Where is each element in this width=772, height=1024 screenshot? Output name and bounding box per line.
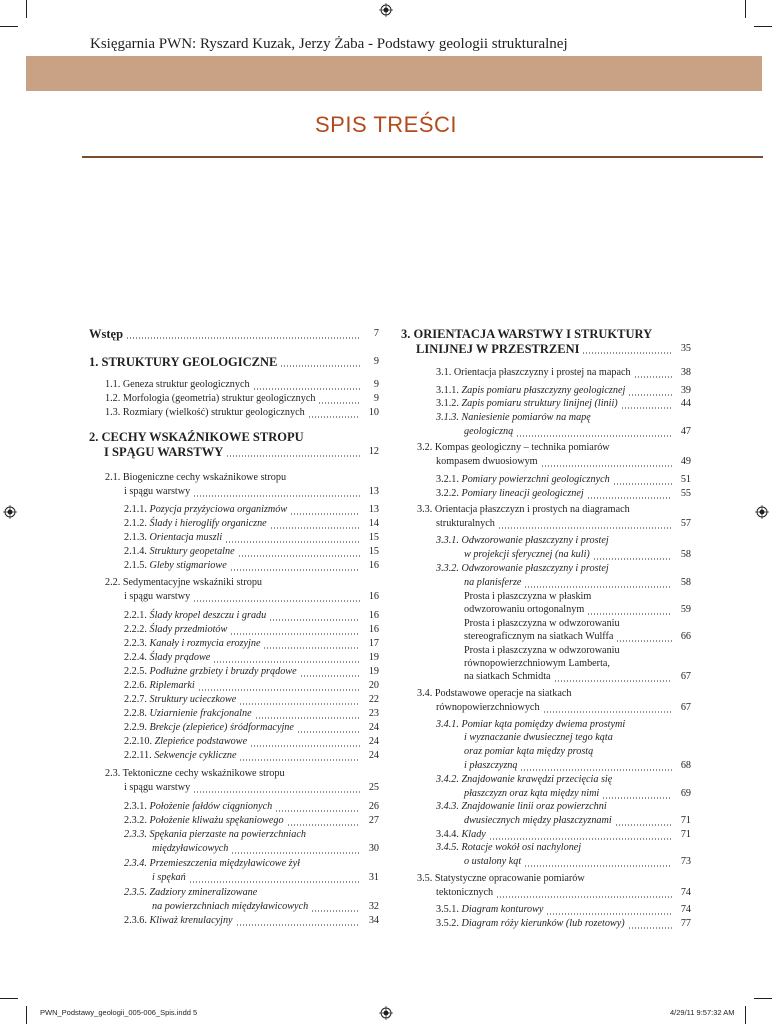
toc-entry[interactable] <box>124 749 379 763</box>
toc-entry-number: 3.5.2. <box>436 918 459 929</box>
toc-entry-page: 12 <box>368 446 379 457</box>
toc-entry-page: 24 <box>368 750 379 761</box>
leader-dots <box>489 838 672 840</box>
toc-entry[interactable] <box>105 392 379 406</box>
toc-entry-page: 15 <box>368 532 379 543</box>
toc-entry-3-3-2-line1: 3.3.2. Odwzorowanie płaszczyzny i prostej <box>436 563 609 574</box>
toc-entry-label: Zlepieńce podstawowe <box>154 736 248 747</box>
toc-entry-number: 2.1.2. <box>124 518 147 529</box>
toc-entry[interactable] <box>464 787 691 801</box>
toc-entry-label: Klady <box>461 829 486 840</box>
toc-entry-label: Sekwencje cykliczne <box>154 750 237 761</box>
toc-entry[interactable] <box>464 855 691 869</box>
leader-dots <box>193 600 360 602</box>
toc-entry[interactable] <box>124 531 379 545</box>
page-title: SPIS TREŚCI <box>314 112 458 137</box>
crop-mark <box>0 26 18 27</box>
toc-chapter-2-line1: 2. CECHY WSKAŹNIKOWE STROPU <box>89 430 304 444</box>
leader-dots <box>189 881 360 883</box>
leader-dots <box>280 365 360 367</box>
toc-entry-number: 3.2.1. <box>436 474 459 485</box>
leader-dots <box>269 619 360 621</box>
leader-dots <box>270 527 360 529</box>
leader-dots <box>587 613 672 615</box>
toc-entry-page: 16 <box>368 624 379 635</box>
toc-entry-label: tektonicznych <box>436 887 494 898</box>
toc-entry-page: 9 <box>373 379 379 390</box>
toc-entry-label: Pomiary lineacji geologicznej <box>461 488 584 499</box>
toc-entry[interactable] <box>152 900 379 914</box>
toc-section-3-2-line1: 3.2. Kompas geologiczny – technika pomiarów <box>417 442 610 453</box>
toc-entry-label: i spągu warstwy <box>124 591 191 602</box>
footer-timestamp: 4/29/11 9:57:32 AM <box>670 1008 735 1017</box>
toc-subentry-b-line1: Prosta i płaszczyzna w odwzorowaniu <box>464 618 620 629</box>
toc-entry-page: 58 <box>680 577 691 588</box>
leader-dots <box>300 675 360 677</box>
toc-entry-label: Wstęp <box>89 327 124 341</box>
toc-entry-number: 3.1.2. <box>436 398 459 409</box>
toc-entry-label: kompasem dwuosiowym <box>436 456 538 467</box>
toc-entry-section-2-1[interactable] <box>124 485 379 499</box>
toc-entry[interactable] <box>124 679 379 693</box>
toc-entry[interactable] <box>124 814 379 828</box>
toc-entry[interactable] <box>436 487 691 501</box>
toc-entry-page: 16 <box>368 560 379 571</box>
toc-entry[interactable] <box>124 800 379 814</box>
leader-dots <box>193 791 360 793</box>
toc-entry-3-4-1-line3: oraz pomiar kąta między prostą <box>464 746 594 757</box>
toc-entry-page: 57 <box>680 518 691 529</box>
toc-entry-label: na planisferze <box>464 577 522 588</box>
toc-section-2-1-line1: 2.1. Biogeniczne cechy wskaźnikowe stropu <box>105 472 287 483</box>
toc-entry-number: 2.2.7. <box>124 694 147 705</box>
registration-mark-icon <box>755 505 769 519</box>
toc-entry[interactable] <box>124 545 379 559</box>
toc-entry[interactable] <box>124 651 379 665</box>
toc-entry[interactable] <box>124 559 379 573</box>
toc-entry-number: 2.2.8. <box>124 708 147 719</box>
toc-entry-number: 2.3.1. <box>124 801 147 812</box>
toc-entry-number: 2.2.2. <box>124 624 147 635</box>
leader-dots <box>231 852 360 854</box>
toc-entry-page: 67 <box>680 702 691 713</box>
leader-dots <box>253 388 360 390</box>
leader-dots <box>198 689 360 691</box>
leader-dots <box>587 497 672 499</box>
toc-entry[interactable] <box>105 378 379 392</box>
toc-entry-label: Pozycja przyżyciowa organizmów <box>149 504 288 515</box>
crop-mark <box>754 998 772 999</box>
toc-entry-3-4-5-line1: 3.4.5. Rotacje wokół osi nachylonej <box>436 842 582 853</box>
toc-entry-page: 49 <box>680 456 691 467</box>
toc-entry-page: 35 <box>680 343 691 354</box>
toc-entry[interactable] <box>124 503 379 517</box>
toc-entry-section-2-2[interactable] <box>124 590 379 604</box>
toc-entry-label: i spągu warstwy <box>124 782 191 793</box>
leader-dots <box>318 402 360 404</box>
toc-entry-number: 2.2.9. <box>124 722 147 733</box>
toc-entry-label: o ustalony kąt <box>464 856 522 867</box>
toc-entry-number: 2.2.1. <box>124 610 147 621</box>
title-rule <box>82 156 763 158</box>
leader-dots <box>516 435 672 437</box>
toc-entry-label: Ślady kropel deszczu i gradu <box>149 610 267 621</box>
leader-dots <box>524 586 672 588</box>
toc-entry-number: 3.1.1. <box>436 385 459 396</box>
toc-section-2-3-line1: 2.3. Tektoniczne cechy wskaźnikowe stropu <box>105 768 285 779</box>
toc-entry-wstep[interactable] <box>89 327 379 341</box>
toc-entry-section-3-2[interactable] <box>436 455 691 469</box>
toc-entry-page: 34 <box>368 915 379 926</box>
toc-entry-label: Ślady prądowe <box>149 652 211 663</box>
toc-entry-label: 3.1. Orientacja płaszczyzny i prostej na mapach <box>436 367 631 378</box>
toc-entry[interactable] <box>464 425 691 439</box>
leader-dots <box>520 769 672 771</box>
toc-subentry-a-line1: Prosta i płaszczyzna w płaskim <box>464 591 592 602</box>
toc-entry-page: 59 <box>680 604 691 615</box>
toc-entry[interactable] <box>124 665 379 679</box>
toc-entry-page: 77 <box>680 918 691 929</box>
leader-dots <box>615 824 672 826</box>
toc-entry-chapter-2[interactable] <box>104 445 379 459</box>
toc-entry-2-3-4-line1: 2.3.4. Przemieszczenia międzyławicowe żył <box>124 858 300 869</box>
toc-entry-page: 16 <box>368 610 379 621</box>
toc-entry-page: 71 <box>680 829 691 840</box>
toc-entry-label: Struktury ucieczkowe <box>149 694 237 705</box>
toc-entry-number: 3.2.2. <box>436 488 459 499</box>
toc-section-2-2-line1: 2.2. Sedymentacyjne wskaźniki stropu <box>105 577 263 588</box>
toc-entry-page: 19 <box>368 666 379 677</box>
toc-entry-label: międzyławicowych <box>152 843 229 854</box>
crop-mark <box>745 0 746 18</box>
crop-mark <box>26 1006 27 1024</box>
toc-entry[interactable] <box>436 473 691 487</box>
toc-entry-label: równopowierzchniowych <box>436 702 540 713</box>
toc-section-3-3-line1: 3.3. Orientacja płaszczyzn i prostych na diagramach <box>417 504 630 515</box>
toc-entry-3-4-3-line1: 3.4.3. Znajdowanie linii oraz powierzchni <box>436 801 607 812</box>
leader-dots <box>496 896 672 898</box>
toc-entry-label: Położenie fałdów ciągnionych <box>149 801 273 812</box>
leader-dots <box>621 407 672 409</box>
leader-dots <box>628 927 672 929</box>
toc-entry-label: I SPĄGU WARSTWY <box>104 445 224 459</box>
toc-entry-page: 17 <box>368 638 379 649</box>
toc-entry-section-3-1[interactable] <box>436 366 691 380</box>
leader-dots <box>226 455 360 457</box>
leader-dots <box>546 913 672 915</box>
toc-section-3-5-line1: 3.5. Statystyczne opracowanie pomiarów <box>417 873 585 884</box>
toc-entry-page: 26 <box>368 801 379 812</box>
toc-entry-number: 2.1.3. <box>124 532 147 543</box>
toc-entry-label: Gleby stigmariowe <box>149 560 227 571</box>
toc-entry-label: Brekcje (zlepieńce) śródformacyjne <box>149 722 294 733</box>
toc-entry-page: 19 <box>368 652 379 663</box>
toc-entry[interactable] <box>124 623 379 637</box>
leader-dots <box>236 924 360 926</box>
toc-entry-page: 9 <box>373 393 379 404</box>
toc-entry-label: Położenie kliważu spękaniowego <box>149 815 284 826</box>
leader-dots <box>541 465 672 467</box>
toc-entry-section-3-4[interactable] <box>436 701 691 715</box>
toc-entry[interactable] <box>464 630 691 644</box>
header-band <box>26 56 762 91</box>
toc-entry[interactable] <box>464 576 691 590</box>
leader-dots <box>602 797 672 799</box>
toc-subentry-c-line1: Prosta i płaszczyzna w odwzorowaniu <box>464 645 620 656</box>
toc-entry-label: Zapis pomiaru płaszczyzny geologicznej <box>461 385 626 396</box>
toc-entry-page: 74 <box>680 887 691 898</box>
leader-dots <box>126 337 360 339</box>
leader-dots <box>213 661 360 663</box>
toc-entry[interactable] <box>436 917 691 931</box>
toc-entry-page: 30 <box>368 843 379 854</box>
toc-entry[interactable] <box>152 842 379 856</box>
toc-entry-label: stereograficznym na siatkach Wulffa <box>464 631 614 642</box>
toc-entry-label: i płaszczyzną <box>464 760 518 771</box>
leader-dots <box>250 745 360 747</box>
toc-entry-label: Diagram konturowy <box>461 904 544 915</box>
toc-entry-page: 16 <box>368 591 379 602</box>
toc-entry-page: 66 <box>680 631 691 642</box>
toc-entry[interactable] <box>124 693 379 707</box>
toc-entry-section-2-3[interactable] <box>124 781 379 795</box>
toc-entry-page: 32 <box>368 901 379 912</box>
toc-entry-label: Ślady przedmiotów <box>149 624 228 635</box>
toc-entry-label: na siatkach Schmidta <box>464 671 551 682</box>
leader-dots <box>263 647 360 649</box>
toc-entry-page: 24 <box>368 722 379 733</box>
toc-entry-label: i spągu warstwy <box>124 486 191 497</box>
toc-entry[interactable] <box>464 548 691 562</box>
toc-entry[interactable] <box>124 707 379 721</box>
toc-entry-chapter-1[interactable] <box>89 355 379 369</box>
toc-entry[interactable] <box>436 384 691 398</box>
toc-entry-number: 2.3.6. <box>124 915 147 926</box>
leader-dots <box>255 717 360 719</box>
toc-entry[interactable] <box>464 759 691 773</box>
toc-entry-label: strukturalnych <box>436 518 495 529</box>
toc-entry-label: Pomiary powierzchni geologicznych <box>461 474 610 485</box>
toc-entry-number: 2.3.2. <box>124 815 147 826</box>
toc-entry-label: Struktury geopetalne <box>149 546 235 557</box>
toc-entry-label: Orientacja muszli <box>149 532 223 543</box>
toc-entry[interactable] <box>464 814 691 828</box>
toc-entry-label: na powierzchniach międzyławicowych <box>152 901 309 912</box>
toc-entry-number: 2.2.10. <box>124 736 153 747</box>
toc-entry-number: 3.4.4. <box>436 829 459 840</box>
toc-entry-page: 74 <box>680 904 691 915</box>
toc-entry[interactable] <box>124 914 379 928</box>
toc-entry-number: 2.1.4. <box>124 546 147 557</box>
toc-entry-page: 25 <box>368 782 379 793</box>
registration-mark-icon <box>379 1006 393 1020</box>
toc-entry-2-3-5-line1: 2.3.5. Zadziory zmineralizowane <box>124 887 258 898</box>
toc-entry[interactable] <box>124 721 379 735</box>
crop-mark <box>745 1006 746 1024</box>
toc-entry[interactable] <box>124 637 379 651</box>
toc-entry-label: w projekcji sferycznej (na kuli) <box>464 549 590 560</box>
leader-dots <box>582 352 672 354</box>
leader-dots <box>275 810 360 812</box>
toc-entry[interactable] <box>105 406 379 420</box>
toc-entry-number: 2.2.5. <box>124 666 147 677</box>
toc-entry[interactable] <box>464 670 691 684</box>
toc-entry-page: 14 <box>368 518 379 529</box>
page-header: Księgarnia PWN: Ryszard Kuzak, Jerzy Żaba - Podstawy geologii strukturalnej <box>90 36 568 52</box>
toc-entry-page: 68 <box>680 760 691 771</box>
leader-dots <box>554 680 672 682</box>
toc-entry-section-3-5[interactable] <box>436 886 691 900</box>
toc-chapter-3-line1: 3. ORIENTACJA WARSTWY I STRUKTURY <box>401 327 653 341</box>
leader-dots <box>290 513 360 515</box>
toc-section-3-4-line1: 3.4. Podstawowe operacje na siatkach <box>417 688 572 699</box>
toc-entry-label: Kliważ krenulacyjny <box>149 915 233 926</box>
toc-entry-3-4-2-line1: 3.4.2. Znajdowanie krawędzi przecięcia się <box>436 774 613 785</box>
toc-entry-label: Podłużne grzbiety i bruzdy prądowe <box>149 666 297 677</box>
leader-dots <box>613 483 672 485</box>
leader-dots <box>616 640 672 642</box>
leader-dots <box>628 394 672 396</box>
toc-entry-page: 23 <box>368 708 379 719</box>
toc-entry-number: 2.2.3. <box>124 638 147 649</box>
toc-entry-page: 27 <box>368 815 379 826</box>
toc-entry-page: 39 <box>680 385 691 396</box>
toc-entry[interactable] <box>124 609 379 623</box>
toc-entry-3-3-1-line1: 3.3.1. Odwzorowanie płaszczyzny i prostej <box>436 535 609 546</box>
leader-dots <box>225 541 360 543</box>
toc-entry-page: 38 <box>680 367 691 378</box>
leader-dots <box>287 824 360 826</box>
leader-dots <box>593 558 672 560</box>
registration-mark-icon <box>379 3 393 17</box>
toc-entry[interactable] <box>152 871 379 885</box>
toc-entry-label: i spękań <box>152 872 186 883</box>
toc-entry-3-1-3-line1: 3.1.3. Naniesienie pomiarów na mapę <box>436 412 591 423</box>
toc-entry-page: 13 <box>368 486 379 497</box>
toc-entry-label: Riplemarki <box>149 680 195 691</box>
toc-entry-label: Zapis pomiaru struktury linijnej (linii) <box>461 398 618 409</box>
toc-entry-page: 44 <box>680 398 691 409</box>
toc-entry-label: 1. STRUKTURY GEOLOGICZNE <box>89 355 278 369</box>
toc-entry-page: 67 <box>680 671 691 682</box>
toc-entry-page: 55 <box>680 488 691 499</box>
toc-entry-page: 10 <box>368 407 379 418</box>
toc-entry-page: 13 <box>368 504 379 515</box>
toc-entry[interactable] <box>124 735 379 749</box>
toc-entry-label: płaszczyzn oraz kąta między nimi <box>464 788 600 799</box>
leader-dots <box>524 865 672 867</box>
leader-dots <box>230 569 360 571</box>
toc-entry[interactable] <box>436 397 691 411</box>
toc-entry-label: odwzorowaniu ortogonalnym <box>464 604 585 615</box>
footer-filename: PWN_Podstawy_geologii_005-006_Spis.indd 5 <box>40 1008 198 1017</box>
leader-dots <box>498 527 672 529</box>
toc-entry-label: Kanały i rozmycia erozyjne <box>149 638 261 649</box>
registration-mark-icon <box>3 505 17 519</box>
toc-entry[interactable] <box>464 603 691 617</box>
toc-entry-number: 2.1.1. <box>124 504 147 515</box>
toc-entry-label: geologiczną <box>464 426 514 437</box>
leader-dots <box>239 703 360 705</box>
leader-dots <box>311 910 360 912</box>
leader-dots <box>230 633 360 635</box>
toc-entry-section-3-3[interactable] <box>436 517 691 531</box>
leader-dots <box>193 495 360 497</box>
toc-entry-page: 47 <box>680 426 691 437</box>
toc-entry-page: 7 <box>373 328 379 339</box>
toc-entry-label: dwusiecznych między płaszczyznami <box>464 815 612 826</box>
toc-entry[interactable] <box>436 828 691 842</box>
toc-entry-page: 31 <box>368 872 379 883</box>
toc-entry-number: 3.5.1. <box>436 904 459 915</box>
toc-entry-2-3-3-line1: 2.3.3. Spękania pierzaste na powierzchniach <box>124 829 306 840</box>
toc-entry-page: 24 <box>368 736 379 747</box>
leader-dots <box>297 731 360 733</box>
leader-dots <box>308 416 360 418</box>
toc-entry-page: 15 <box>368 546 379 557</box>
toc-subentry-c-line2: równopowierzchniowym Lamberta, <box>464 658 610 669</box>
leader-dots <box>634 376 672 378</box>
toc-entry-page: 58 <box>680 549 691 560</box>
toc-entry-number: 2.2.6. <box>124 680 147 691</box>
crop-mark <box>26 0 27 18</box>
leader-dots <box>239 759 360 761</box>
toc-entry-page: 20 <box>368 680 379 691</box>
toc-entry-page: 73 <box>680 856 691 867</box>
toc-entry-page: 51 <box>680 474 691 485</box>
toc-entry-chapter-3[interactable] <box>416 342 691 356</box>
toc-entry-number: 2.2.11. <box>124 750 152 761</box>
toc-entry-label: 1.3. Rozmiary (wielkość) struktur geologicznych <box>105 407 305 418</box>
toc-entry-number: 2.1.5. <box>124 560 147 571</box>
toc-entry-label: Uziarnienie frakcjonalne <box>149 708 252 719</box>
toc-entry-label: Diagram róży kierunków (lub rozetowy) <box>461 918 625 929</box>
toc-entry-page: 71 <box>680 815 691 826</box>
toc-entry[interactable] <box>124 517 379 531</box>
toc-entry-3-4-1-line2: i wyznaczanie dwusiecznej tego kąta <box>464 732 613 743</box>
toc-entry-number: 2.2.4. <box>124 652 147 663</box>
toc-entry-label: Ślady i hieroglify organiczne <box>149 518 267 529</box>
toc-entry-page: 9 <box>373 356 379 367</box>
crop-mark <box>754 26 772 27</box>
toc-entry-label: LINIJNEJ W PRZESTRZENI <box>416 342 580 356</box>
toc-entry-page: 22 <box>368 694 379 705</box>
toc-entry[interactable] <box>436 903 691 917</box>
leader-dots <box>543 711 672 713</box>
crop-mark <box>0 998 18 999</box>
toc-entry-label: 1.1. Geneza struktur geologicznych <box>105 379 250 390</box>
leader-dots <box>238 555 360 557</box>
toc-entry-page: 69 <box>680 788 691 799</box>
toc-entry-3-4-1-line1: 3.4.1. Pomiar kąta pomiędzy dwiema prostymi <box>436 719 626 730</box>
toc-entry-label: 1.2. Morfologia (geometria) struktur geologicznych <box>105 393 316 404</box>
